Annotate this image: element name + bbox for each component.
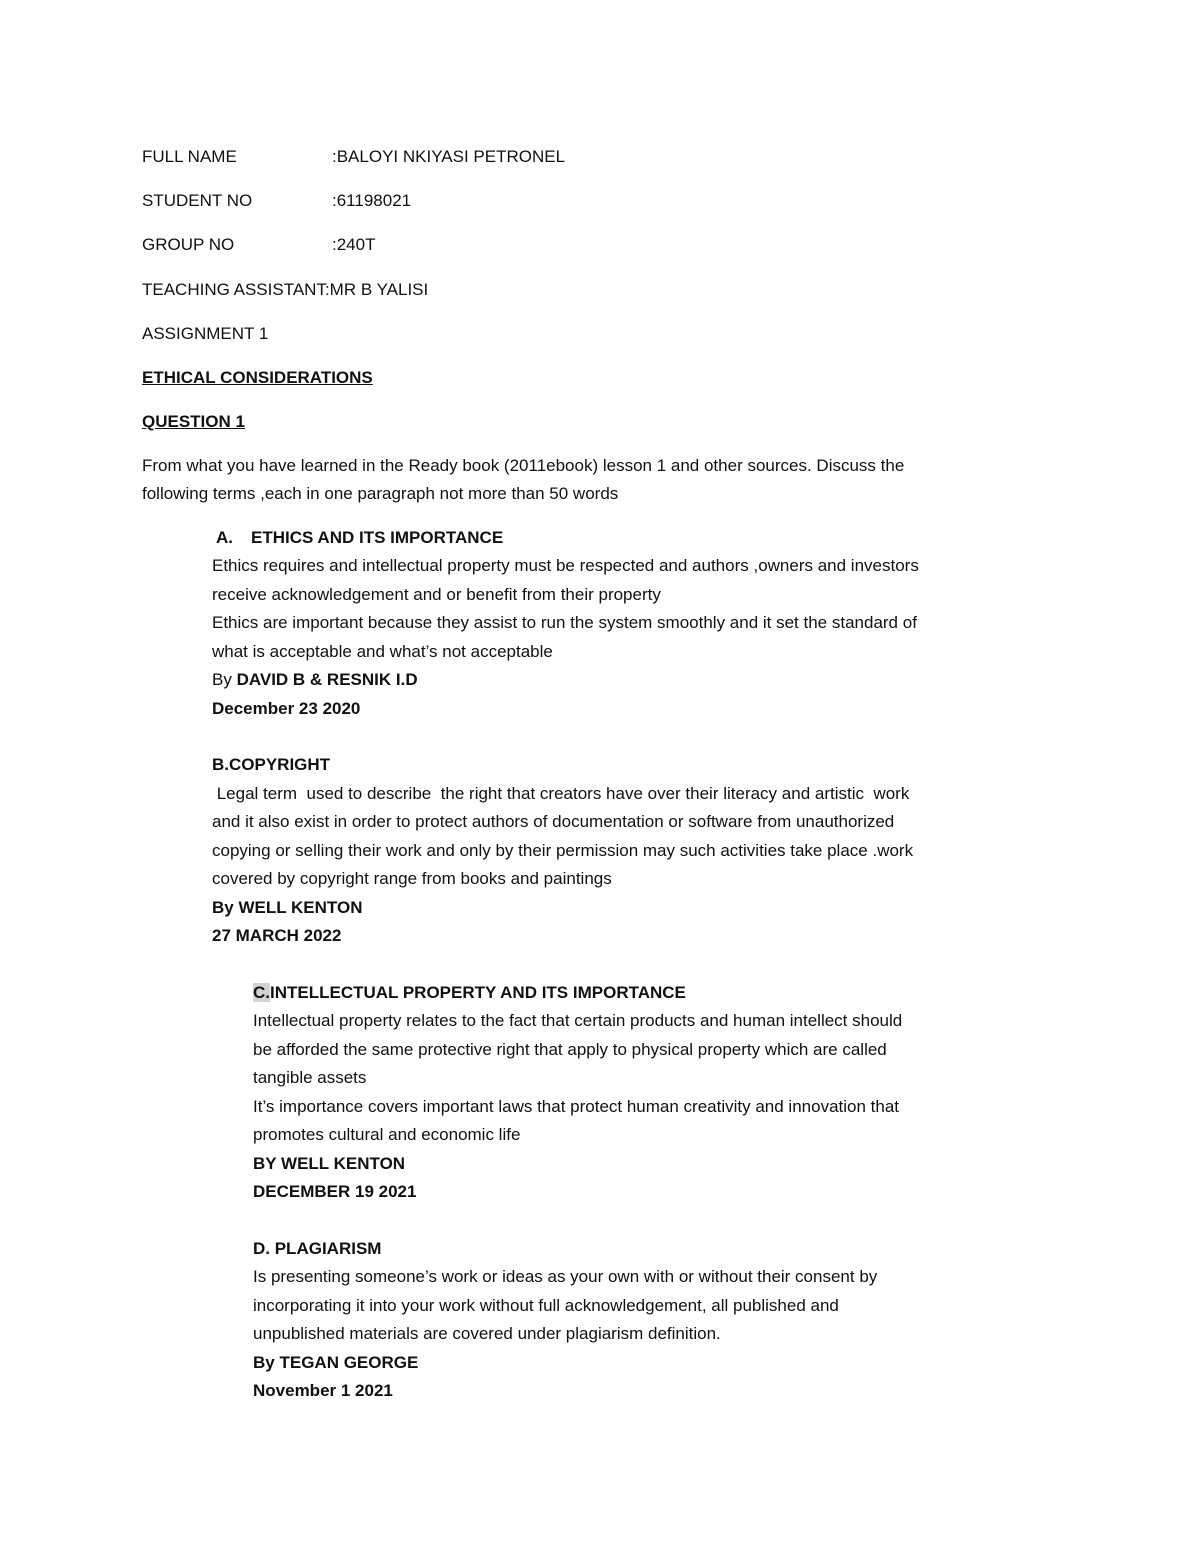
section-b-text-line: and it also exist in order to protect authors of documentation or software from unauthorized: [212, 812, 895, 831]
section-c-heading: [253, 983, 686, 1003]
full-name-row: [142, 147, 565, 167]
section-a-marker: A.: [216, 528, 233, 547]
section-a-by: By: [212, 670, 237, 689]
student-no-label: STUDENT NO: [142, 191, 253, 210]
student-no-row: [142, 191, 411, 211]
section-a-text-line: receive acknowledgement and or benefit from their property: [212, 585, 661, 604]
group-no-row: [142, 235, 375, 255]
group-no-label: GROUP NO: [142, 235, 235, 254]
section-a-text-line: what is acceptable and what’s not acceptable: [212, 642, 553, 661]
section-a-author: DAVID B & RESNIK I.D: [236, 670, 418, 689]
section-a-text-line: Ethics requires and intellectual property must be respected and authors ,owners and investors: [212, 556, 919, 575]
section-d-author: TEGAN GEORGE: [279, 1353, 419, 1372]
section-d-text-line: incorporating it into your work without full acknowledgement, all published and: [253, 1296, 839, 1315]
section-c-author: BY WELL KENTON: [253, 1154, 406, 1173]
question-heading: QUESTION 1: [142, 412, 245, 431]
section-a-citation: [212, 670, 418, 690]
section-d-heading: D. PLAGIARISM: [253, 1239, 382, 1258]
section-c-text-line: It’s importance covers important laws that protect human creativity and innovation that: [253, 1097, 900, 1116]
section-b-date: 27 MARCH 2022: [212, 926, 342, 945]
section-d-text-line: Is presenting someone’s work or ideas as your own with or without their consent by: [253, 1267, 878, 1286]
section-d-text-line: unpublished materials are covered under plagiarism definition.: [253, 1324, 721, 1343]
teaching-assistant: TEACHING ASSISTANT:MR B YALISI: [142, 280, 429, 299]
document-title: ETHICAL CONSIDERATIONS: [142, 368, 373, 387]
section-b-text-line: copying or selling their work and only by their permission may such activities take place .work: [212, 841, 914, 860]
section-b-author: By WELL KENTON: [212, 898, 363, 917]
section-d-citation: [253, 1353, 418, 1373]
section-d-by: By: [253, 1353, 280, 1372]
section-c-text-line: promotes cultural and economic life: [253, 1125, 521, 1144]
section-a-text-line: Ethics are important because they assist to run the system smoothly and it set the standard of: [212, 613, 917, 632]
question-prompt-line: From what you have learned in the Ready book (2011ebook) lesson 1 and other sources. Discuss the: [142, 456, 905, 475]
section-c-text-line: be afforded the same protective right that apply to physical property which are called: [253, 1040, 887, 1059]
section-b-text-line: covered by copyright range from books and paintings: [212, 869, 612, 888]
section-d-date: November 1 2021: [253, 1381, 393, 1400]
section-b-heading: B.COPYRIGHT: [212, 755, 331, 774]
section-c-text-line: Intellectual property relates to the fact that certain products and human intellect should: [253, 1011, 903, 1030]
section-c-title: INTELLECTUAL PROPERTY AND ITS IMPORTANCE: [270, 983, 686, 1002]
question-prompt-line: following terms ,each in one paragraph not more than 50 words: [142, 484, 619, 503]
group-no-value: :240T: [332, 235, 376, 254]
assignment-label: ASSIGNMENT 1: [142, 324, 269, 343]
section-c-text-line: tangible assets: [253, 1068, 367, 1087]
full-name-label: FULL NAME: [142, 147, 237, 166]
section-b-text-line: Legal term used to describe the right that creators have over their literacy and artistic work: [212, 784, 910, 803]
full-name-value: :BALOYI NKIYASI PETRONEL: [332, 147, 566, 166]
section-c-date: DECEMBER 19 2021: [253, 1182, 417, 1201]
section-c-marker: C.: [253, 983, 270, 1002]
student-no-value: :61198021: [332, 191, 412, 210]
section-a-title: ETHICS AND ITS IMPORTANCE: [251, 528, 504, 547]
section-a-heading: [216, 528, 503, 548]
section-a-date: December 23 2020: [212, 699, 361, 718]
